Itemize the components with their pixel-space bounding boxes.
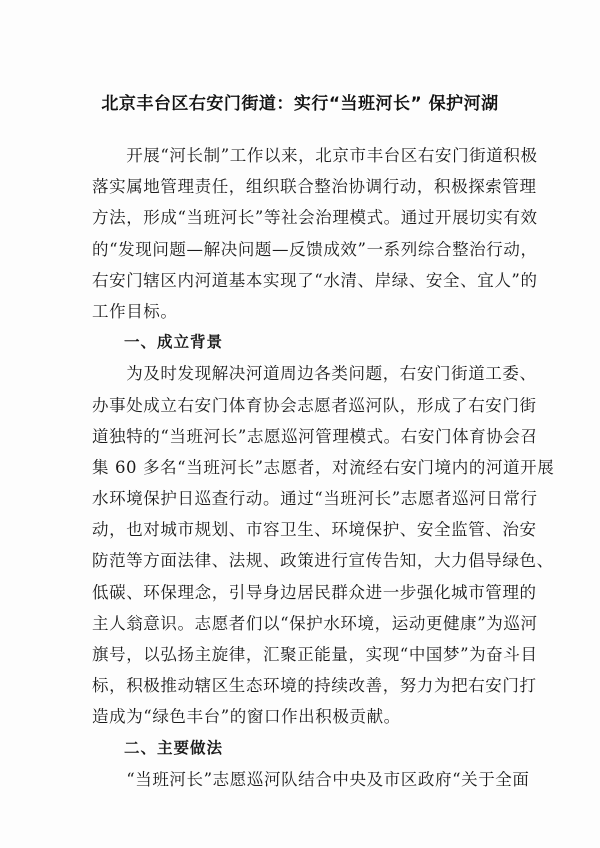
section1-line: 低碳、环保理念，引导身边居民群众进一步强化城市管理的	[92, 582, 537, 602]
intro-line: 落实属地管理责任，组织联合整治协调行动，积极探索管理	[92, 177, 537, 197]
intro-line: 右安门辖区内河道基本实现了“水清、岸绿、安全、宜人”的	[92, 270, 538, 290]
section-heading-background: 一、成立背景	[124, 333, 224, 352]
section-heading-methods: 二、主要做法	[124, 738, 224, 757]
section1-line: 办事处成立右安门体育协会志愿者巡河队，形成了右安门街	[92, 395, 537, 415]
section1-line: 主人翁意识。志愿者们以“保护水环境，运动更健康”为巡河	[92, 613, 538, 633]
section1-line: 动，也对城市规划、市容卫生、环境保护、安全监管、治安	[92, 520, 537, 540]
intro-line: 工作目标。	[92, 301, 178, 321]
section1-line: 集 60 多名“当班河长”志愿者，对流经右安门境内的河道开展	[92, 457, 555, 477]
section1-line: 旗号，以弘扬主旋律，汇聚正能量，实现“中国梦”为奋斗目	[92, 645, 538, 664]
intro-line: 方法，形成“当班河长”等社会治理模式。通过开展切实有效	[92, 208, 538, 228]
section1-line: 标，积极推动辖区生态环境的持续改善，努力为把右安门打	[92, 676, 537, 696]
intro-line: 的“发现问题—解决问题—反馈成效”一系列综合整治行动，	[92, 239, 538, 259]
document-body	[92, 140, 555, 795]
section1-line: 为及时发现解决河道周边各类问题，右安门街道工委、	[92, 364, 537, 384]
section1-line: 造成为“绿色丰台”的窗口作出积极贡献。	[92, 707, 401, 727]
intro-line: 开展“河长制”工作以来，北京市丰台区右安门街道积极	[92, 146, 538, 165]
document-title: 北京丰台区右安门街道：实行“当班河长” 保护河湖	[101, 94, 499, 114]
section1-line: 道独特的“当班河长”志愿巡河管理模式。右安门体育协会召	[92, 426, 538, 446]
section1-line: 水环境保护日巡查行动。通过“当班河长”志愿者巡河日常行	[92, 489, 538, 509]
section2-line: “当班河长”志愿巡河队结合中央及市区政府“关于全面	[92, 769, 530, 789]
section1-line: 防范等方面法律、法规、政策进行宣传告知，大力倡导绿色、	[92, 551, 554, 571]
